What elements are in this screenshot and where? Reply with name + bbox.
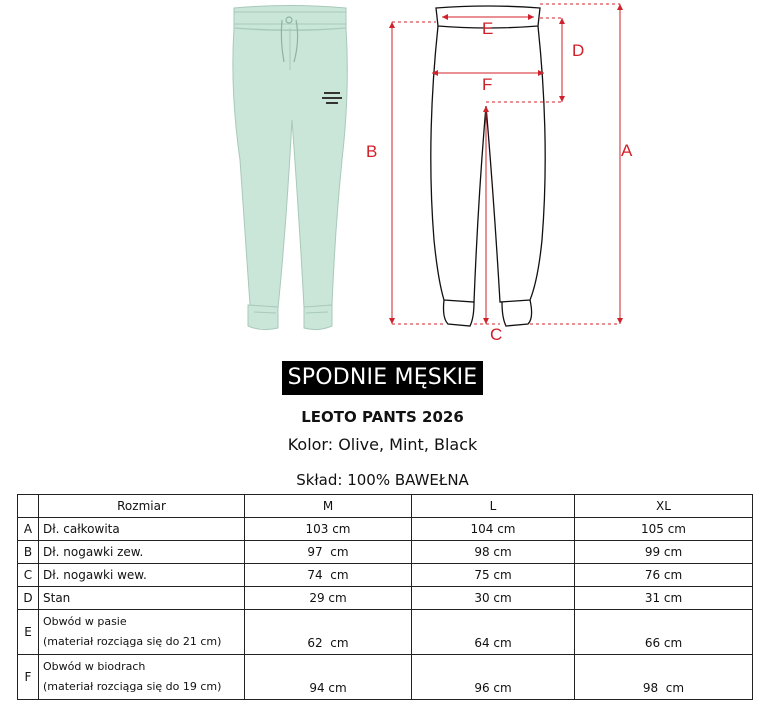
row-value-m: 29 cm xyxy=(245,587,412,610)
row-value-xl: 76 cm xyxy=(575,564,753,587)
row-value-xl: 66 cm xyxy=(575,610,753,655)
row-value-l: 104 cm xyxy=(412,518,575,541)
row-name: Dł. całkowita xyxy=(39,518,245,541)
dimension-label-b: B xyxy=(366,142,378,161)
row-value-m: 103 cm xyxy=(245,518,412,541)
row-name: Dł. nogawki wew. xyxy=(39,564,245,587)
row-code: D xyxy=(18,587,39,610)
table-row xyxy=(18,587,753,610)
row-code: C xyxy=(18,564,39,587)
row-name: Dł. nogawki zew. xyxy=(39,541,245,564)
table-row xyxy=(18,541,753,564)
header-size-m: M xyxy=(245,495,412,518)
row-code: F xyxy=(18,655,39,700)
table-row xyxy=(18,655,753,700)
row-value-xl: 31 cm xyxy=(575,587,753,610)
row-code: B xyxy=(18,541,39,564)
composition-line: Skład: 100% BAWEŁNA xyxy=(296,471,469,489)
row-value-xl: 98 cm xyxy=(575,655,753,700)
header-size-xl: XL xyxy=(575,495,753,518)
row-name: Obwód w pasie xyxy=(43,615,127,628)
table-row xyxy=(18,518,753,541)
row-name: Obwód w biodrach xyxy=(43,660,146,673)
row-name-cell xyxy=(39,610,245,655)
product-figures xyxy=(0,0,765,350)
row-value-l: 64 cm xyxy=(412,610,575,655)
row-value-m: 74 cm xyxy=(245,564,412,587)
row-name: Stan xyxy=(39,587,245,610)
dimension-label-e: E xyxy=(482,19,494,38)
model-name: LEOTO PANTS 2026 xyxy=(301,408,464,426)
row-value-m: 94 cm xyxy=(245,655,412,700)
dimension-label-d: D xyxy=(572,41,585,60)
header-size-label: Rozmiar xyxy=(39,495,245,518)
row-code: A xyxy=(18,518,39,541)
row-value-l: 96 cm xyxy=(412,655,575,700)
row-value-l: 98 cm xyxy=(412,541,575,564)
colors-line: Kolor: Olive, Mint, Black xyxy=(287,435,478,454)
row-code: E xyxy=(18,610,39,655)
table-row xyxy=(18,610,753,655)
size-table xyxy=(17,494,753,700)
table-header-row xyxy=(18,495,753,518)
row-value-xl: 105 cm xyxy=(575,518,753,541)
header-empty-cell xyxy=(18,495,39,518)
row-value-m: 62 cm xyxy=(245,610,412,655)
page-title: SPODNIE MĘSKIE xyxy=(282,361,484,395)
dimension-label-f: F xyxy=(482,75,493,94)
row-value-xl: 99 cm xyxy=(575,541,753,564)
row-value-l: 30 cm xyxy=(412,587,575,610)
row-name-cell xyxy=(39,655,245,700)
row-note: (materiał rozciąga się do 19 cm) xyxy=(43,680,222,693)
pants-photo xyxy=(220,0,360,340)
row-value-m: 97 cm xyxy=(245,541,412,564)
row-note: (materiał rozciąga się do 21 cm) xyxy=(43,635,222,648)
pants-technical-drawing xyxy=(370,0,650,345)
header-size-l: L xyxy=(412,495,575,518)
row-value-l: 75 cm xyxy=(412,564,575,587)
dimension-label-c: C xyxy=(490,325,503,344)
table-row xyxy=(18,564,753,587)
dimension-label-a: A xyxy=(621,141,633,160)
title-wrapper xyxy=(0,361,765,395)
